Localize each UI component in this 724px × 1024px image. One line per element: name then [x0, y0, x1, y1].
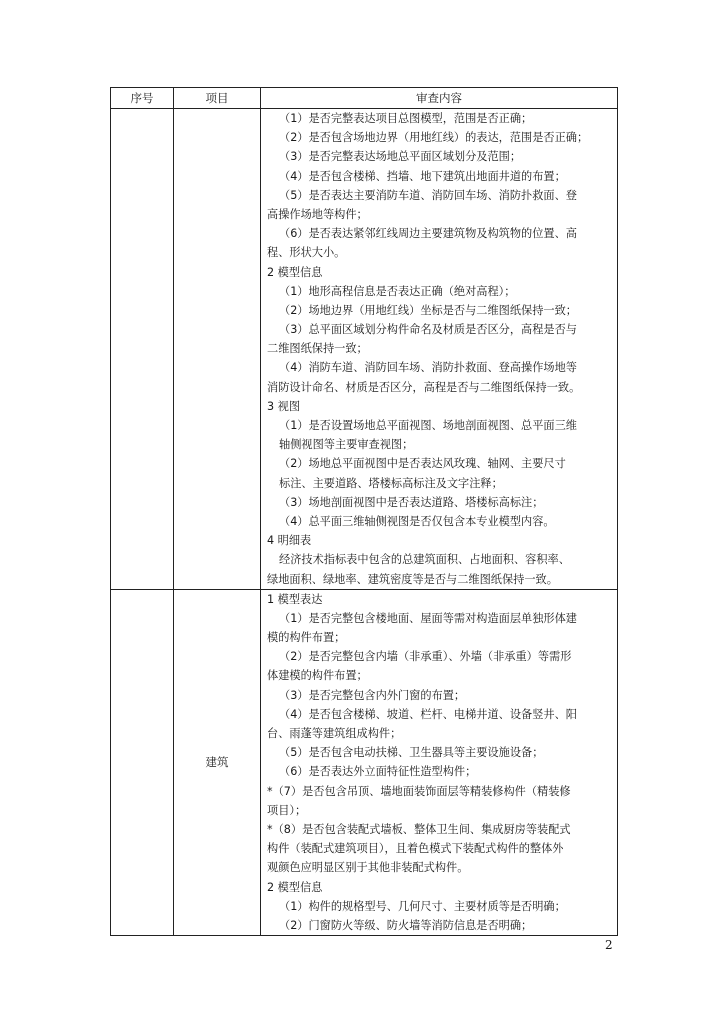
content-line: 经济技术指标表中包含的总建筑面积、占地面积、容积率、 [279, 553, 570, 567]
review-table [110, 87, 618, 936]
content-line: 轴侧视图等主要审查视图； [279, 438, 414, 452]
section-heading: 3 视图 [267, 399, 301, 413]
content-line: （3）场地剖面视图中是否表达道路、塔楼标高标注； [279, 495, 544, 509]
content-line: （3）是否完整包含内外门窗的布置； [279, 688, 466, 702]
page-number: 2 [605, 938, 613, 952]
content-line: 标注、主要道路、塔楼标高标注及文字注释； [279, 476, 503, 490]
content-line: 高操作场地等构件； [267, 207, 368, 221]
content-line: （4）总平面三维轴侧视图是否仅包含本专业模型内容。 [279, 514, 555, 528]
section-heading: 4 明细表 [267, 534, 312, 548]
content-line: 构件（装配式建筑项目），且着色模式下装配式构件的整体外 [267, 842, 564, 856]
content-line: （1）地形高程信息是否表达正确（绝对高程）； [279, 284, 516, 298]
header-index: 序号 [111, 88, 174, 109]
row-content-cell [261, 109, 618, 590]
content-line: （4）是否包含楼梯、坡道、栏杆、电梯井道、设备竖井、阳 [279, 707, 577, 721]
content-line: *（7）是否包含吊顶、墙地面装饰面层等精装修构件（精装修 [267, 784, 571, 798]
content-line: *（8）是否包含装配式墙板、整体卫生间、集成厨房等装配式 [267, 822, 571, 836]
content-line: （2）场地总平面视图中是否表达风玫瑰、轴网、主要尺寸 [279, 457, 566, 471]
content-line: 台、雨蓬等建筑组成构件； [267, 727, 402, 740]
row-item-cell: 建筑 [174, 589, 261, 935]
content-line: （3）是否完整表达场地总平面区域划分及范围； [279, 150, 522, 164]
header-item: 项目 [174, 88, 261, 109]
table-row [111, 109, 618, 590]
row-content-cell [261, 589, 618, 935]
content-line: 观颜色应明显区别于其他非装配式构件。 [267, 861, 469, 875]
content-line: （1）是否完整包含楼地面、屋面等需对构造面层单独形体建 [279, 611, 577, 625]
content-line: 二维图纸保持一致； [267, 342, 368, 356]
content-line: （1）是否完整表达项目总图模型，范围是否正确； [279, 112, 533, 125]
content-line: 体建模的构件布置； [267, 669, 368, 683]
content-line: （3）总平面区域划分构件命名及材质是否区分，高程是否与 [279, 323, 577, 337]
row-index-cell [111, 589, 174, 935]
content-line: 模的构件布置； [267, 631, 346, 645]
table-row [111, 589, 618, 935]
content-line: （1）构件的规格型号、几何尺寸、主要材质等是否明确； [279, 899, 566, 913]
content-line: （5）是否包含电动扶梯、卫生器具等主要设施设备； [279, 746, 544, 760]
section-heading: 2 模型信息 [267, 265, 323, 279]
row-index-cell [111, 109, 174, 590]
content-line: （2）是否包含场地边界（用地红线）的表达，范围是否正确； [279, 131, 589, 145]
content-line: 程、形状大小。 [267, 246, 346, 260]
section-heading: 1 模型表达 [267, 592, 323, 606]
section-heading: 2 模型信息 [267, 880, 323, 894]
table-header-row [111, 88, 618, 109]
content-line: 项目）； [267, 803, 307, 817]
content-line: （5）是否表达主要消防车道、消防回车场、消防扑救面、登 [279, 188, 577, 202]
row-item-cell [174, 109, 261, 590]
content-line: （6）是否表达紧邻红线周边主要建筑物及构筑物的位置、高 [279, 227, 577, 241]
header-content: 审查内容 [261, 88, 618, 109]
content-line: （4）是否包含楼梯、挡墙、地下建筑出地面井道的布置； [279, 169, 566, 183]
content-line: 绿地面积、绿地率、建筑密度等是否与二维图纸保持一致。 [267, 572, 558, 586]
content-line: （4）消防车道、消防回车场、消防扑救面、登高操作场地等 [279, 361, 577, 375]
content-line: 消防设计命名、材质是否区分，高程是否与二维图纸保持一致。 [267, 380, 581, 394]
content-line: （2）是否完整包含内墙（非承重）、外墙（非承重）等需形 [279, 650, 572, 664]
content-line: （2）场地边界（用地红线）坐标是否与二维图纸保持一致； [279, 303, 577, 317]
content-line: （1）是否设置场地总平面视图、场地剖面视图、总平面三维 [279, 419, 577, 432]
content-line: （2）门窗防火等级、防火墙等消防信息是否明确； [279, 918, 533, 932]
content-line: （6）是否表达外立面特征性造型构件； [279, 765, 477, 779]
